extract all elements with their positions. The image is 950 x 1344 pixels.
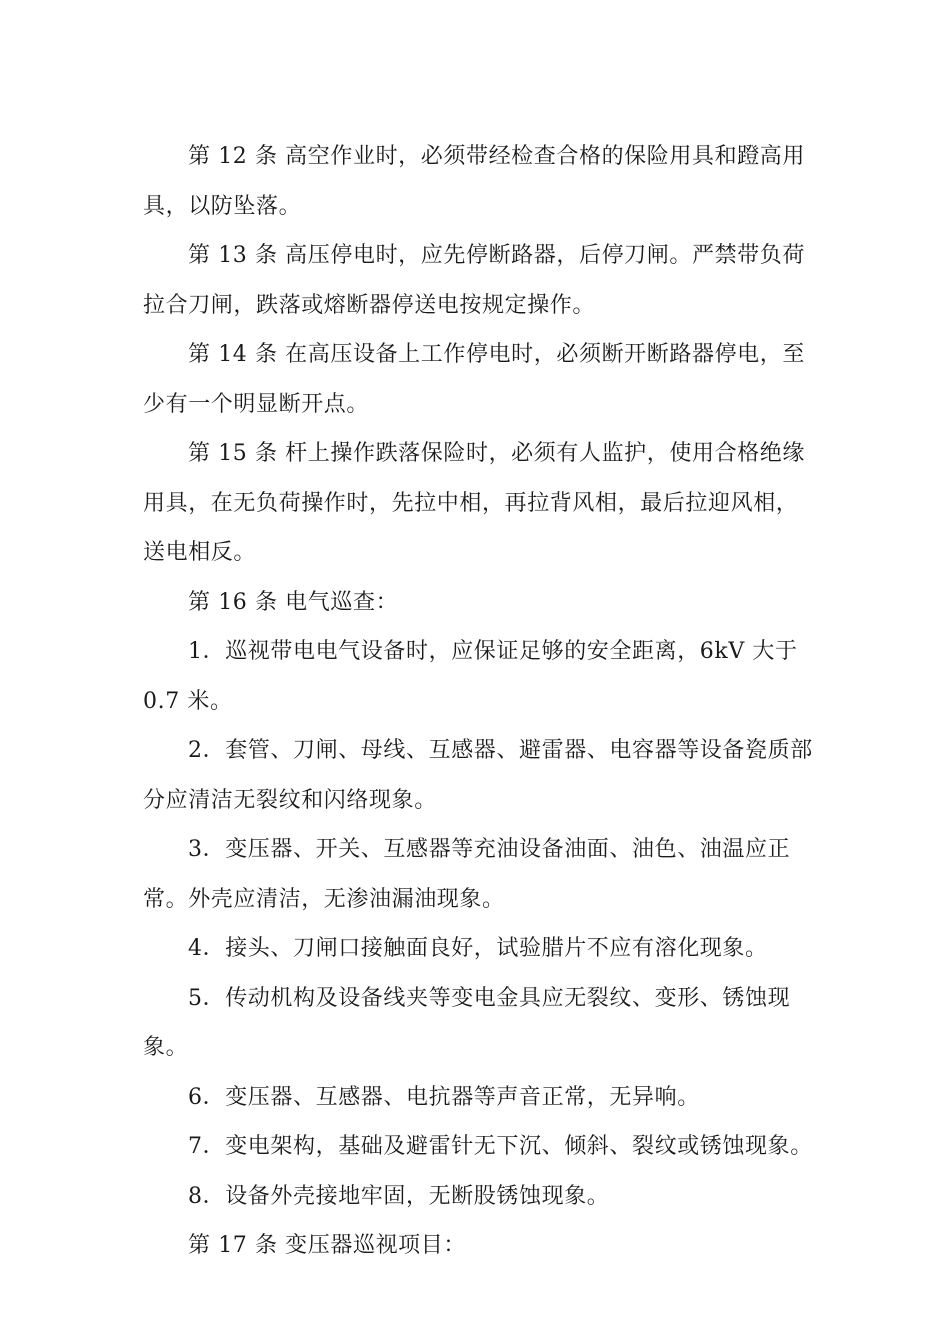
paragraph-article-12: 第 12 条 高空作业时，必须带经检查合格的保险用具和蹬高用具，以防坠落。	[143, 144, 805, 219]
paragraph-article-17-heading: 第 17 条 变压器巡视项目：	[188, 1233, 466, 1258]
list-item-4: 4．接头、刀闸口接触面良好，试验腊片不应有溶化现象。	[188, 936, 768, 961]
paragraph-article-16-heading: 第 16 条 电气巡查：	[188, 589, 399, 615]
list-item-3: 3．变压器、开关、互感器等充油设备油面、油色、油温应正常。外壳应清洁，无渗油漏油现象。	[143, 837, 791, 912]
list-item-1: 1．巡视带电电气设备时，应保证足够的安全距离，6kV 大于 0.7 米。	[143, 639, 798, 714]
list-item-6: 6．变压器、互感器、电抗器等声音正常，无异响。	[188, 1084, 700, 1110]
list-item-7: 7．变电架构，基础及避雷针无下沉、倾斜、裂纹或锈蚀现象。	[188, 1134, 813, 1159]
paragraph-article-13: 第 13 条 高压停电时，应先停断路器，后停刀闸。严禁带负荷拉合刀闸，跌落或熔断器停送电按规定操作。	[143, 243, 805, 318]
list-item-2: 2．套管、刀闸、母线、互感器、避雷器、电容器等设备瓷质部分应清洁无裂纹和闪络现象。	[143, 738, 813, 813]
paragraph-article-15: 第 15 条 杆上操作跌落保险时，必须有人监护，使用合格绝缘用具，在无负荷操作时，先拉中相，再拉背风相，最后拉迎风相，送电相反。	[143, 441, 805, 565]
list-item-5: 5．传动机构及设备线夹等变电金具应无裂纹、变形、锈蚀现象。	[143, 985, 791, 1060]
list-item-8: 8．设备外壳接地牢固，无断股锈蚀现象。	[188, 1183, 610, 1209]
paragraph-article-14: 第 14 条 在高压设备上工作停电时，必须断开断路器停电，至少有一个明显断开点。	[143, 342, 805, 417]
